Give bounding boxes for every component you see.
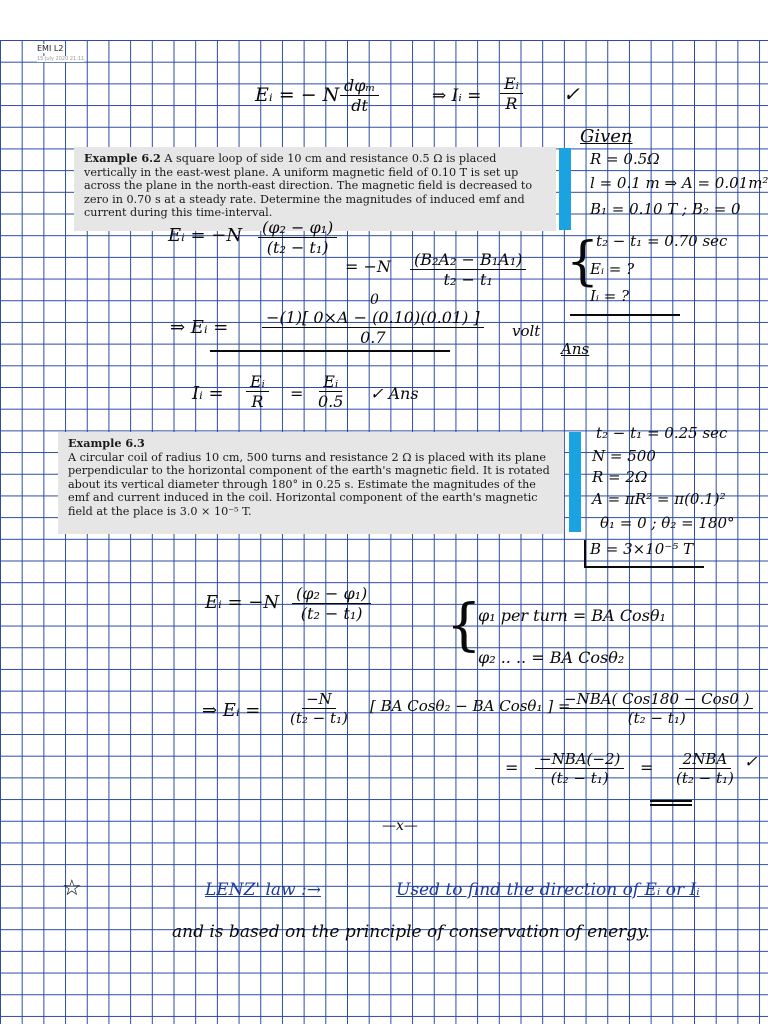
- example-6-3-text: A circular coil of radius 10 cm, 500 turns and resistance 2 Ω is placed with its plane perpendicular to the horizontal component of the earth's magnetic field. It is rotated about its vertical diameter through 180° in 0.25 s. Estimate the magnitudes of the emf and current induced in the coil. Horizontal component of the earth's magnetic field at the place is 3.0 × 10⁻⁵ T.: [68, 450, 550, 518]
- sol63-num3: −NBA( Cos180 − Cos0 ): [560, 690, 753, 709]
- sol62-lhs: Eᵢ = −N: [168, 225, 243, 246]
- sol63-underline-1: [650, 800, 692, 802]
- example-6-2-accent-bar: [559, 148, 571, 230]
- sol62-den5: 0.5: [318, 392, 344, 411]
- lenz-line2: and is based on the principle of conservation of energy.: [172, 922, 650, 942]
- given63-underline: [584, 566, 704, 568]
- current-numerator: Eᵢ: [500, 74, 523, 94]
- sol63-den4: (t₂ − t₁): [550, 769, 609, 787]
- sol63-frac1: [292, 584, 371, 623]
- current-fraction: [500, 74, 523, 113]
- sol62-den1: (t₂ − t₁): [266, 238, 329, 257]
- sol62-den3: 0.7: [360, 328, 386, 347]
- faraday-numerator: dφₘ: [340, 76, 379, 96]
- sol63-phi2: φ₂ .. .. = BA Cosθ₂: [478, 648, 625, 667]
- section-divider: —x—: [382, 818, 418, 834]
- given63-turns: N = 500: [592, 447, 656, 465]
- sol63-bracket: [ BA Cosθ₂ − BA Cosθ₁ ] =: [370, 697, 571, 715]
- sol62-frac3: [262, 308, 484, 347]
- sol62-ans: Ans: [561, 340, 590, 358]
- sol63-num4: −NBA(−2): [535, 750, 624, 769]
- page-header-title: EMI L2: [37, 44, 64, 53]
- sol62-frac1: [258, 218, 337, 257]
- lenz-title: LENZ' law :→: [205, 880, 321, 900]
- sol63-eq4: =: [505, 758, 519, 777]
- sol62-eq: = −N: [345, 257, 391, 276]
- sol62-eq4: =: [290, 384, 304, 403]
- sol63-eq5: =: [640, 758, 654, 777]
- example-6-2-label: Example 6.2: [84, 151, 161, 165]
- sol63-num2: −N: [302, 690, 336, 709]
- sol62-den4: R: [251, 392, 264, 411]
- sol62-lhs2: ⇒ Eᵢ =: [170, 317, 229, 338]
- faraday-fraction: [340, 76, 379, 115]
- sol62-num2: (B₂A₂ − B₁A₁): [410, 250, 526, 270]
- sol62-num3: −(1)[ 0×A − (0.10)(0.01) ]: [262, 308, 484, 328]
- given63-field: B = 3×10⁻⁵ T: [590, 540, 694, 558]
- given-field: B₁ = 0.10 T ; B₂ = 0: [590, 200, 741, 218]
- example-6-3-box: [58, 432, 564, 534]
- check-mark: ✓: [563, 82, 580, 106]
- sol63-frac4: [535, 750, 624, 787]
- given-time: t₂ − t₁ = 0.70 sec: [596, 232, 728, 250]
- sol63-tick: ✓: [744, 752, 758, 771]
- given63-time: t₂ − t₁ = 0.25 sec: [596, 424, 728, 442]
- star-icon: ☆: [62, 876, 82, 901]
- sol62-zero: 0: [370, 292, 379, 308]
- given-emf-unknown: Eᵢ = ?: [590, 260, 635, 278]
- example-6-3-label: Example 6.3: [68, 436, 145, 450]
- sol62-frac2: [410, 250, 526, 289]
- given63-angles: θ₁ = 0 ; θ₂ = 180°: [600, 514, 735, 532]
- sol62-frac5: [314, 372, 347, 411]
- sol63-lhs2: ⇒ Eᵢ =: [202, 700, 261, 721]
- sol63-frac2: [286, 690, 352, 727]
- lenz-description: Used to find the direction of Eᵢ or Iᵢ: [396, 880, 700, 900]
- sol63-frac5: [672, 750, 738, 787]
- sol63-den1: (t₂ − t₁): [300, 604, 363, 623]
- sol63-num5: 2NBA: [679, 750, 732, 769]
- page-header-date: 15 July 2020 21:11: [37, 56, 85, 62]
- given63-resistance: R = 2Ω: [592, 468, 648, 486]
- sol62-unit: volt: [512, 322, 541, 340]
- faraday-lhs: Eᵢ = − N: [255, 84, 340, 106]
- sol63-den5: (t₂ − t₁): [676, 769, 734, 787]
- given63-area: A = πR² = π(0.1)²: [592, 490, 726, 508]
- current-denominator: R: [505, 94, 518, 113]
- given-heading: Given: [580, 126, 633, 147]
- sol62-frac4: [246, 372, 269, 411]
- sol63-lhs: Eᵢ = −N: [205, 592, 280, 613]
- given-resistance: R = 0.5Ω: [590, 150, 660, 168]
- example-6-3-accent-bar: [569, 432, 581, 532]
- sol63-frac3: [560, 690, 753, 727]
- sol63-num1: (φ₂ − φ₁): [292, 584, 371, 604]
- sol62-num4: Eᵢ: [246, 372, 269, 392]
- top-margin: [0, 0, 768, 40]
- example-6-2-text: A square loop of side 10 cm and resistance 0.5 Ω is placed vertically in the east-west plane. A uniform magnetic field of 0.10 T is set up across the plane in the north-east direction. The magnetic field is decreased to zero in 0.70 s at a steady rate. Determine the magnitudes of induced emf and current during this time-interval.: [84, 152, 533, 220]
- sol63-underline-2: [650, 804, 692, 806]
- given-underline: [570, 314, 680, 316]
- sol62-cancel-arrow: [210, 350, 450, 352]
- sol62-num1: (φ₂ − φ₁): [258, 218, 337, 238]
- given-brace: {: [566, 232, 600, 292]
- sol62-lhs3: Iᵢ =: [192, 383, 224, 404]
- sol62-den2: t₂ − t₁: [443, 270, 493, 289]
- given-side: l = 0.1 m ⇒ A = 0.01m²: [590, 174, 768, 192]
- sol63-brace: {: [446, 593, 482, 658]
- sol63-phi1: φ₁ per turn = BA Cosθ₁: [478, 606, 666, 625]
- sol63-den2: (t₂ − t₁): [290, 709, 348, 727]
- given63-field-bar: [584, 540, 586, 566]
- sol62-ans2: ✓ Ans: [370, 384, 419, 403]
- faraday-denominator: dt: [351, 96, 368, 115]
- sol62-num5: Eᵢ: [319, 372, 342, 392]
- current-arrow: ⇒ Iᵢ =: [432, 86, 482, 106]
- given-current-unknown: Iᵢ = ?: [590, 287, 630, 305]
- sol63-den3: (t₂ − t₁): [627, 709, 686, 727]
